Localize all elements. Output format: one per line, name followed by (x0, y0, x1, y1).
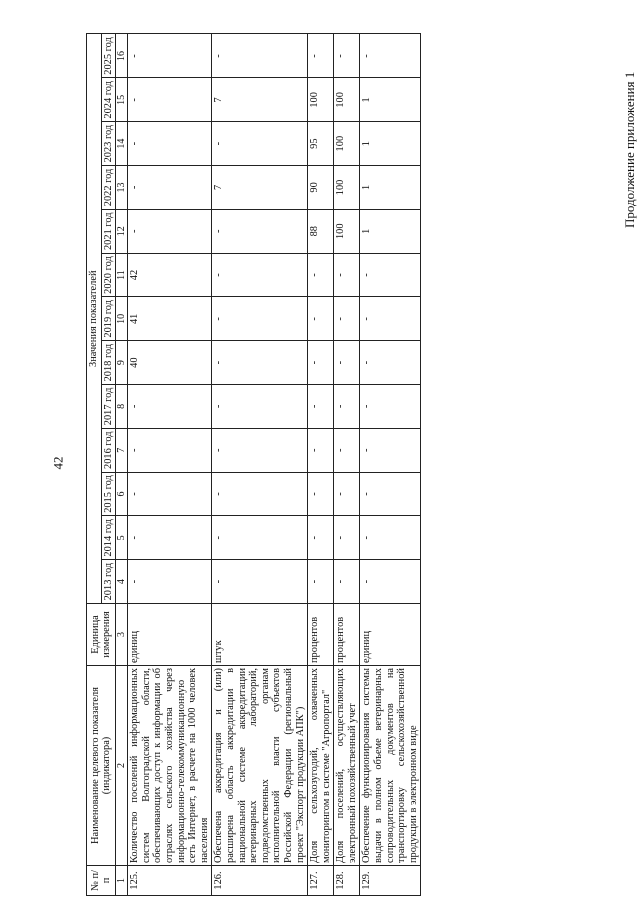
value-cell: - (308, 34, 334, 78)
value-cell: - (212, 560, 308, 604)
value-cell: - (360, 516, 421, 560)
value-cell: - (212, 428, 308, 472)
value-cell: - (128, 472, 212, 516)
column-index: 16 (116, 34, 128, 78)
value-cell: - (212, 253, 308, 297)
value-cell: - (360, 34, 421, 78)
header-year: 2020 год (101, 253, 116, 297)
indicators-table (86, 33, 421, 896)
header-year: 2014 год (101, 516, 116, 560)
row-number: 128. (334, 866, 360, 896)
value-cell: 41 (128, 297, 212, 341)
row-number: 129. (360, 866, 421, 896)
indicator-name: Доля поселений, осуществляющих электронный похозяйственный учет (334, 666, 360, 866)
header-year: 2024 год (101, 78, 116, 122)
value-cell: - (212, 122, 308, 166)
value-cell: - (128, 209, 212, 253)
value-cell: - (360, 341, 421, 385)
header-values-group: Значения показателей (87, 34, 102, 604)
value-cell: - (360, 253, 421, 297)
value-cell: - (360, 385, 421, 429)
value-cell: - (334, 297, 360, 341)
column-index: 7 (116, 428, 128, 472)
value-cell: - (212, 34, 308, 78)
value-cell: - (308, 472, 334, 516)
value-cell: - (334, 560, 360, 604)
appendix-caption: Продолжение приложения 1 (622, 71, 637, 228)
row-number: 127. (308, 866, 334, 896)
header-number: № п/п (87, 866, 116, 896)
value-cell: 100 (334, 166, 360, 210)
value-cell: - (308, 385, 334, 429)
value-cell: 90 (308, 166, 334, 210)
column-index: 13 (116, 166, 128, 210)
row-number: 125. (128, 866, 212, 896)
column-index: 5 (116, 516, 128, 560)
value-cell: - (334, 385, 360, 429)
value-cell: 100 (334, 122, 360, 166)
value-cell: 42 (128, 253, 212, 297)
value-cell: - (308, 560, 334, 604)
table-row (360, 34, 421, 896)
table-body (128, 34, 421, 896)
value-cell: - (128, 560, 212, 604)
value-cell: 1 (360, 209, 421, 253)
header-year: 2023 год (101, 122, 116, 166)
unit-cell: процентов (334, 604, 360, 666)
value-cell: - (334, 341, 360, 385)
table-row (308, 34, 334, 896)
value-cell: - (334, 516, 360, 560)
value-cell: - (308, 341, 334, 385)
column-index: 8 (116, 385, 128, 429)
value-cell: 7 (212, 78, 308, 122)
value-cell: - (360, 560, 421, 604)
value-cell: - (308, 253, 334, 297)
column-index-row (116, 34, 128, 896)
value-cell: - (360, 428, 421, 472)
table-row (334, 34, 360, 896)
value-cell: - (308, 297, 334, 341)
value-cell: 100 (308, 78, 334, 122)
column-index: 10 (116, 297, 128, 341)
value-cell: - (308, 516, 334, 560)
value-cell: 88 (308, 209, 334, 253)
value-cell: - (360, 297, 421, 341)
value-cell: - (128, 385, 212, 429)
rotated-table-sheet (86, 34, 610, 896)
page-number: 42 (50, 456, 66, 470)
header-year: 2017 год (101, 385, 116, 429)
value-cell: 7 (212, 166, 308, 210)
column-index: 14 (116, 122, 128, 166)
header-indicator-name: Наименование целевого показателя (индикатора) (87, 666, 116, 866)
value-cell: - (212, 297, 308, 341)
value-cell: 100 (334, 78, 360, 122)
value-cell: - (128, 122, 212, 166)
unit-cell: единиц (128, 604, 212, 666)
value-cell: 40 (128, 341, 212, 385)
column-index: 6 (116, 472, 128, 516)
header-unit: Единица измерения (87, 604, 116, 666)
value-cell: - (360, 472, 421, 516)
value-cell: 1 (360, 122, 421, 166)
value-cell: - (212, 516, 308, 560)
column-index: 12 (116, 209, 128, 253)
indicator-name: Обеспечена аккредитация и (или) расширена область аккредитации в национальной системе аккредитации ветеринарных лабораторий, подведомственных органам исполнительной власти субъектов Российской Федерации (региональный проект "Экспорт продукции АПК") (212, 666, 308, 866)
column-index: 9 (116, 341, 128, 385)
value-cell: - (128, 516, 212, 560)
value-cell: 1 (360, 78, 421, 122)
value-cell: - (212, 209, 308, 253)
header-year: 2021 год (101, 209, 116, 253)
value-cell: - (334, 428, 360, 472)
value-cell: - (212, 385, 308, 429)
value-cell: 1 (360, 166, 421, 210)
indicator-name: Доля сельхозугодий, охваченных мониторингом в системе "Агропортал" (308, 666, 334, 866)
value-cell: - (212, 341, 308, 385)
value-cell: - (334, 253, 360, 297)
value-cell: - (128, 78, 212, 122)
column-index: 1 (116, 866, 128, 896)
column-index: 4 (116, 560, 128, 604)
value-cell: - (128, 34, 212, 78)
header-year: 2016 год (101, 428, 116, 472)
value-cell: - (128, 166, 212, 210)
value-cell: - (334, 472, 360, 516)
column-index: 2 (116, 666, 128, 866)
row-number: 126. (212, 866, 308, 896)
header-year: 2019 год (101, 297, 116, 341)
column-index: 3 (116, 604, 128, 666)
unit-cell: единиц (360, 604, 421, 666)
header-year: 2013 год (101, 560, 116, 604)
column-index: 15 (116, 78, 128, 122)
value-cell: 100 (334, 209, 360, 253)
table-row (128, 34, 212, 896)
value-cell: - (334, 34, 360, 78)
header-year: 2025 год (101, 34, 116, 78)
header-year: 2022 год (101, 166, 116, 210)
column-index: 11 (116, 253, 128, 297)
indicator-name: Количество поселений информационных систем Волгоградской области, обеспечивающих доступ к информации об отраслях сельского хозяйства через информационно-телекоммуникационную сеть Интернет, в расчете на 1000 человек населения (128, 666, 212, 866)
value-cell: - (128, 428, 212, 472)
unit-cell: процентов (308, 604, 334, 666)
value-cell: - (212, 472, 308, 516)
table-row (212, 34, 308, 896)
header-year: 2015 год (101, 472, 116, 516)
value-cell: 95 (308, 122, 334, 166)
value-cell: - (308, 428, 334, 472)
unit-cell: штук (212, 604, 308, 666)
header-year: 2018 год (101, 341, 116, 385)
indicator-name: Обеспечение функционирования системы выдачи в полном объеме ветеринарных сопроводительных документов на транспортировку сельскохозяйственной продукции в электронном виде (360, 666, 421, 866)
